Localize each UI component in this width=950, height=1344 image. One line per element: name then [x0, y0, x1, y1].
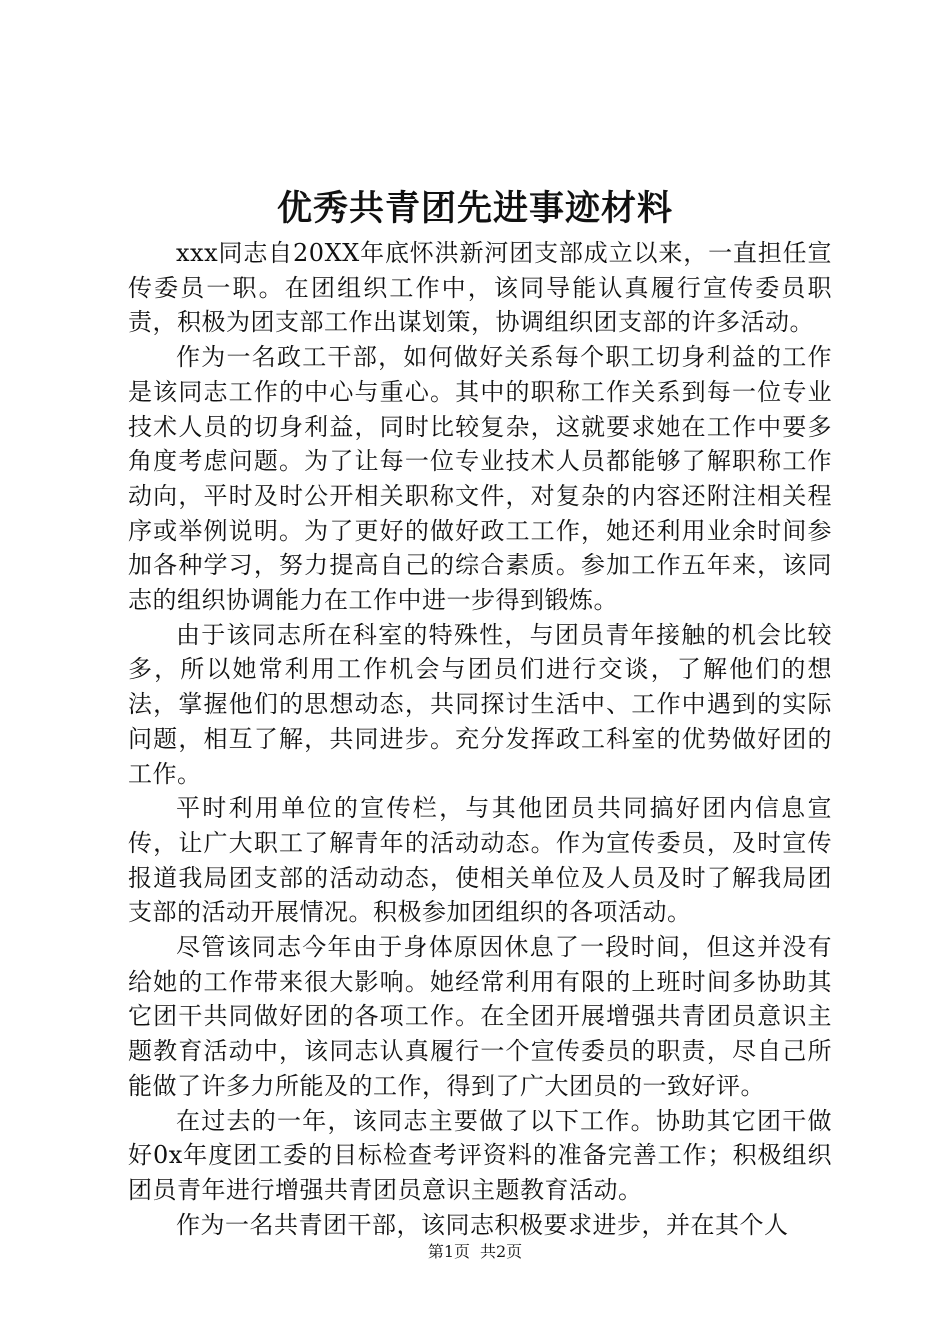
paragraph-3: 由于该同志所在科室的特殊性，与团员青年接触的机会比较多，所以她常利用工作机会与团员们进行交谈，了解他们的想法，掌握他们的思想动态，共同探讨生活中、工作中遇到的实际问题，相互了解，共同进步。充分发挥政工科室的优势做好团的工作。: [128, 620, 832, 788]
paragraph-7: 作为一名共青团干部，该同志积极要求进步，并在其个人: [176, 1210, 789, 1239]
paragraph-5: 尽管该同志今年由于身体原因休息了一段时间，但这并没有给她的工作带来很大影响。她经常利用有限的上班时间多协助其它团干共同做好团的各项工作。在全团开展增强共青团员意识主题教育活动中，该同志认真履行一个宣传委员的职责，尽自己所能做了许多力所能及的工作，得到了广大团员的一致好评。: [128, 933, 832, 1100]
paragraph-1: xxx同志自20XX年底怀洪新河团支部成立以来，一直担任宣传委员一职。在团组织工作中，该同导能认真履行宣传委员职责，积极为团支部工作出谋划策，协调组织团支部的许多活动。: [128, 239, 832, 337]
page-total: 共2页: [480, 1242, 523, 1261]
page-footer: [0, 1240, 950, 1264]
document-title: 优秀共青团先进事迹材料: [276, 188, 673, 229]
paragraph-2: 作为一名政工干部，如何做好关系每个职工切身利益的工作是该同志工作的中心与重心。其中的职称工作关系到每一位专业技术人员的切身利益，同时比较复杂，这就要求她在工作中要多角度考虑问题。为了让每一位专业技术人员都能够了解职称工作动向，平时及时公开相关职称文件，对复杂的内容还附注相关程序或举例说明。为了更好的做好政工工作，她还利用业余时间参加各种学习，努力提高自己的综合素质。参加工作五年来，该同志的组织协调能力在工作中进一步得到锻炼。: [128, 343, 832, 615]
paragraph-4: 平时利用单位的宣传栏，与其他团员共同搞好团内信息宣传，让广大职工了解青年的活动动态。作为宣传委员，及时宣传报道我局团支部的活动动态，使相关单位及人员及时了解我局团支部的活动开展情况。积极参加团组织的各项活动。: [128, 794, 832, 927]
paragraph-6: 在过去的一年，该同志主要做了以下工作。协助其它团干做好0x年度团工委的目标检查考评资料的准备完善工作；积极组织团员青年进行增强共青团员意识主题教育活动。: [128, 1106, 832, 1204]
page-number: 第1页: [427, 1242, 470, 1261]
document-body: [128, 236, 832, 1242]
